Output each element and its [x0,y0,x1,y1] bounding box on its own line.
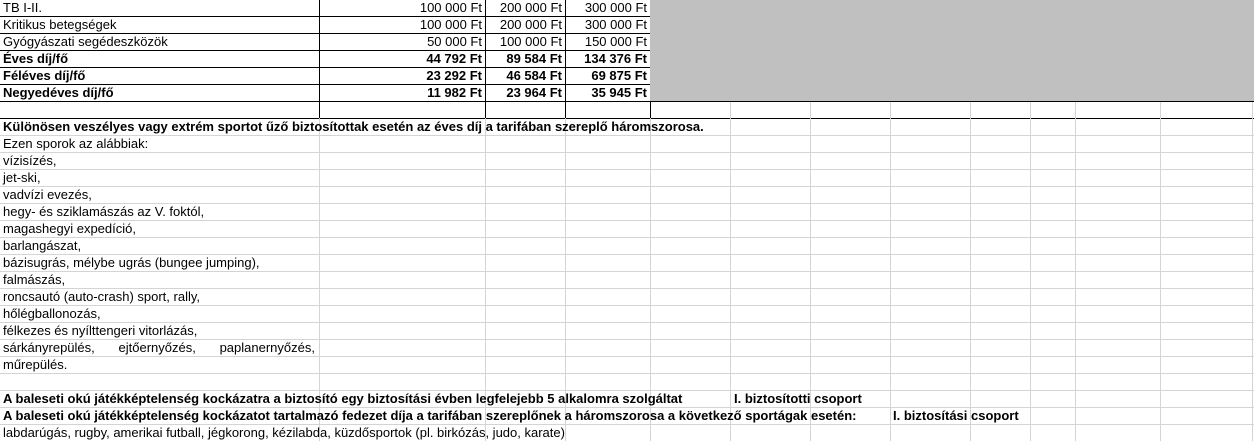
value-cell: 46 584 Ft [506,68,562,83]
value-cell: 150 000 Ft [584,34,647,49]
list-item: barlangászat, [3,238,82,253]
accident-note-1: A baleseti okú játékképtelenség kockázatra a biztosító egy biztosítási évben legfelejebb 5 alkalomra szolgáltat [3,391,683,406]
row-label: Negyedéves díj/fő [3,85,114,100]
value-cell: 89 584 Ft [506,51,562,66]
value-cell: 100 000 Ft [499,34,562,49]
value-cell: 134 376 Ft [584,51,647,66]
list-item-justified [0,340,319,356]
value-cell: 100 000 Ft [419,17,482,32]
list-item: vadvízi evezés, [3,187,92,202]
list-word: sárkányrepülés, [3,340,95,355]
list-item: magashegyi expedíció, [3,221,136,236]
value-cell: 200 000 Ft [499,17,562,32]
value-cell: 69 875 Ft [591,68,647,83]
value-cell: 300 000 Ft [584,17,647,32]
row-label: TB I-II. [3,0,42,15]
list-item: vízisízés, [3,153,57,168]
value-cell: 50 000 Ft [427,34,482,49]
value-cell: 23 964 Ft [506,85,562,100]
group-label-2: I. biztosítási csoport [893,408,1019,423]
value-cell: 23 292 Ft [426,68,482,83]
row-label: Gyógyászati segédeszközök [3,34,168,49]
value-cell: 300 000 Ft [584,0,647,15]
list-item: félkezes és nyílttengeri vitorlázás, [3,323,198,338]
list-item: jet-ski, [3,170,41,185]
value-cell: 35 945 Ft [591,85,647,100]
value-cell: 200 000 Ft [499,0,562,15]
value-cell: 100 000 Ft [419,0,482,15]
row-label: Éves díj/fő [3,51,69,66]
list-word: ejtőernyőzés, [118,340,196,355]
list-item: falmászás, [3,272,66,287]
list-item: műrepülés. [3,357,68,372]
list-item: roncsautó (auto-crash) sport, rally, [3,289,200,304]
row-label: Kritikus betegségek [3,17,117,32]
value-cell: 11 982 Ft [427,85,482,100]
accident-note-2: A baleseti okú játékképtelenség kockázatot tartalmazó fedezet díja a tarifában szereplőnek a háromszorosa a következő sportágak esetén: [3,408,857,423]
extreme-sports-notice: Különösen veszélyes vagy extrém sportot űző biztosítottak esetén az éves díj a tarifában szereplő háromszorosa. [3,119,704,134]
list-item: hegy- és sziklamászás az V. foktól, [3,204,205,219]
team-sports: labdarúgás, rugby, amerikai futball, jégkorong, kézilabda, küzdősportok (pl. birkózás, judo, karate) [3,425,565,440]
row-label: Féléves díj/fő [3,68,86,83]
value-cell: 44 792 Ft [426,51,482,66]
gridline [0,373,1254,374]
list-word: paplanernyőzés, [219,340,315,355]
sports-intro: Ezen sporok az alábbiak: [3,136,149,151]
list-item: hőlégballonozás, [3,306,101,321]
list-item: bázisugrás, mélybe ugrás (bungee jumping), [3,255,260,270]
group-label-1: I. biztosítotti csoport [734,391,862,406]
grey-filled-range [650,0,1254,102]
